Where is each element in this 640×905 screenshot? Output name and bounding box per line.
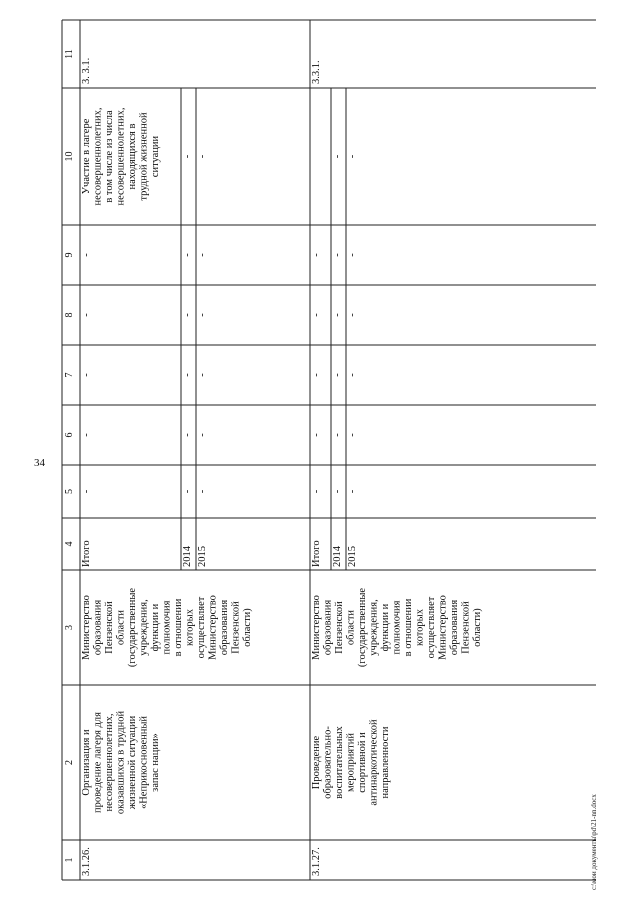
value-dash: -	[81, 313, 92, 317]
measure-name: оказавшихся в трудной	[115, 710, 127, 815]
executor-text: полномочия	[391, 600, 403, 655]
measure-name: образовательно-	[322, 726, 334, 799]
measure-name: несовершеннолетних,	[104, 713, 115, 812]
measure-name: проведение лагеря для	[92, 712, 104, 813]
value-dash: -	[197, 373, 208, 377]
value-dash: -	[311, 313, 322, 317]
executor-text: образования	[219, 599, 230, 656]
executor-text: образования	[92, 599, 104, 656]
measure-name: Организация и	[81, 729, 92, 796]
measure-name: воспитательных	[334, 726, 345, 799]
measure-name: жизненной ситуации	[127, 715, 138, 810]
executor-text: Министерство	[207, 595, 219, 660]
column-number-label: 10	[64, 151, 75, 162]
measure-name: мероприятий	[345, 733, 357, 792]
column-number-label: 4	[64, 541, 75, 547]
value-dash: -	[332, 373, 343, 377]
value-dash: -	[311, 373, 322, 377]
indicator-value: -	[332, 154, 343, 159]
row-id: 3.1.27.	[311, 847, 322, 876]
value-dash: -	[182, 489, 193, 494]
column-number-label: 6	[64, 432, 75, 438]
value-dash: -	[182, 253, 193, 257]
value-dash: -	[182, 313, 193, 317]
year-label: Итого	[311, 540, 322, 567]
value-dash: -	[332, 253, 343, 257]
indicator-text: ситуации	[150, 135, 161, 178]
executor-text: области	[115, 609, 127, 646]
year-label: 2015	[347, 546, 358, 567]
indicator-value: -	[197, 154, 208, 159]
year-label: 2014	[332, 546, 343, 567]
measure-name: антинаркотической	[368, 719, 380, 806]
executor-text: области)	[472, 608, 483, 647]
year-label: Итого	[81, 540, 92, 567]
measure-name: «Неприкосновенный	[138, 715, 150, 810]
measure-name: направленности	[380, 726, 391, 799]
executor-text: функции и	[380, 603, 391, 652]
year-label: 2015	[197, 546, 208, 567]
indicator-text: несовершеннолетних,	[92, 107, 104, 206]
row-id: 3.1.26.	[81, 847, 92, 876]
executor-text: Министерство	[81, 595, 92, 660]
indicator-text: в том числе из числа	[104, 110, 115, 203]
measure-name: спортивной и	[357, 732, 368, 793]
value-dash: -	[347, 253, 358, 257]
indicator-text: Участие в лагере	[81, 118, 92, 195]
value-dash: -	[311, 489, 322, 494]
measure-name: Проведение	[311, 735, 322, 790]
value-dash: -	[197, 489, 208, 494]
executor-text: Пензенской	[460, 601, 472, 654]
column-number-label: 3	[64, 625, 75, 630]
value-dash: -	[81, 433, 92, 437]
footer-file-path: c:\мои документы\pd\21-nn.docx	[590, 794, 598, 890]
year-label: 2014	[182, 546, 193, 567]
column-number-label: 8	[64, 312, 75, 318]
executor-text: в отношении	[403, 598, 414, 657]
executor-text: в отношении	[173, 598, 184, 657]
executor-text: (государственные	[357, 587, 368, 668]
value-dash: -	[197, 313, 208, 317]
measure-name: запас нации»	[150, 733, 161, 792]
executor-text: образования	[322, 599, 334, 656]
executor-text: полномочия	[161, 600, 173, 655]
page-number: 34	[34, 457, 45, 469]
executor-text: Пензенской	[104, 601, 115, 654]
column-number-label: 11	[64, 49, 75, 59]
value-dash: -	[182, 373, 193, 377]
value-dash: -	[311, 253, 322, 257]
executor-text: осуществляет	[196, 596, 207, 659]
value-dash: -	[332, 489, 343, 494]
value-dash: -	[332, 433, 343, 437]
value-dash: -	[332, 313, 343, 317]
column-number-label: 2	[64, 760, 75, 765]
executor-text: области)	[242, 608, 253, 647]
indicator-text: несовершеннолетних,	[115, 107, 127, 206]
column-number-label: 5	[64, 489, 75, 494]
executor-text: осуществляет	[426, 596, 437, 659]
indicator-text: находящихся в	[127, 123, 138, 190]
column-number-label: 1	[64, 857, 75, 863]
reference-code: 3.3.1.	[311, 60, 322, 84]
reference-code: 3. 3.1.	[81, 57, 92, 84]
executor-text: (государственные	[127, 587, 138, 668]
value-dash: -	[81, 373, 92, 377]
executor-text: Пензенской	[334, 601, 345, 654]
value-dash: -	[197, 433, 208, 437]
executor-text: Министерство	[437, 595, 449, 660]
value-dash: -	[311, 433, 322, 437]
indicator-text: трудной жизненной	[138, 112, 150, 201]
column-number-label: 9	[64, 252, 75, 258]
value-dash: -	[81, 253, 92, 257]
executor-text: Пензенской	[230, 601, 242, 654]
value-dash: -	[197, 253, 208, 257]
executor-text: которых	[414, 609, 426, 646]
executor-text: образования	[449, 599, 460, 656]
executor-text: которых	[184, 609, 196, 646]
executor-text: Министерство	[311, 595, 322, 660]
indicator-value: -	[182, 154, 193, 159]
executor-text: области	[345, 609, 357, 646]
executor-text: учреждения,	[368, 599, 380, 656]
executor-text: учреждения,	[138, 599, 150, 656]
value-dash: -	[182, 433, 193, 437]
value-dash: -	[347, 489, 358, 494]
value-dash: -	[347, 373, 358, 377]
column-number-label: 7	[64, 372, 75, 378]
value-dash: -	[81, 489, 92, 494]
indicator-value: -	[347, 154, 358, 159]
executor-text: функции и	[150, 603, 161, 652]
value-dash: -	[347, 433, 358, 437]
value-dash: -	[347, 313, 358, 317]
